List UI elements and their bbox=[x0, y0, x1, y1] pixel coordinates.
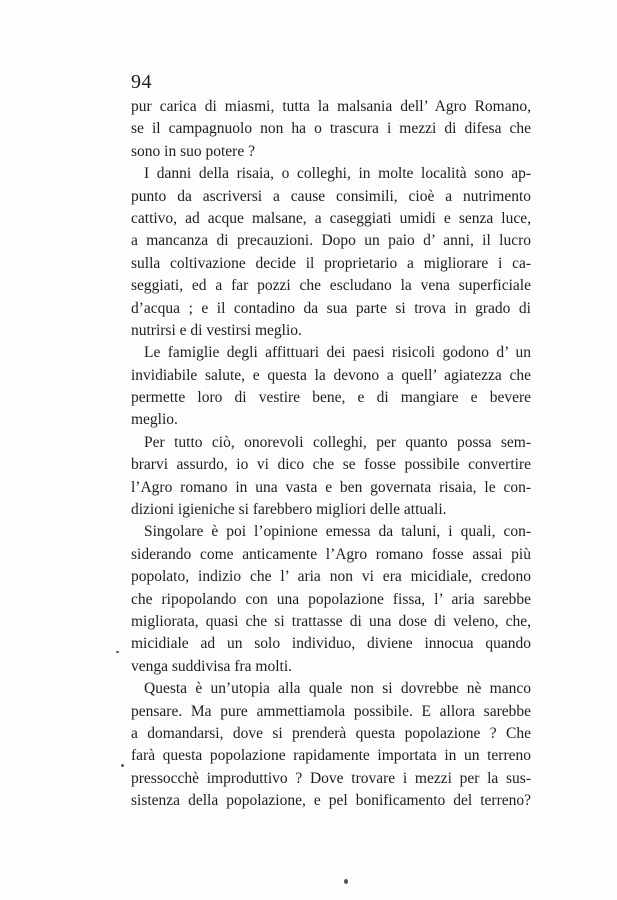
text-line: Per tutto ciò, onorevoli colleghi, per quanto possa sem- bbox=[144, 433, 531, 451]
ink-speck bbox=[344, 879, 348, 884]
text-line: a domandarsi, dove si prenderà questa popolazione ? Che bbox=[131, 724, 531, 742]
text-line: I danni della risaia, o colleghi, in molte località sono ap- bbox=[144, 165, 531, 183]
text-line: d’acqua ; e il contadino da sua parte si trova in grado di bbox=[131, 299, 531, 317]
text-line: che ripopolando con una popolazione fissa, l’ aria sarebbe bbox=[131, 590, 531, 608]
text-line: sono in suo potere ? bbox=[131, 142, 255, 160]
text-line: venga suddivisa fra molti. bbox=[131, 657, 292, 675]
text-line: seggiati, ed a far pozzi che escludano la vena superficiale bbox=[131, 277, 531, 295]
text-line: pur carica di miasmi, tutta la malsania dell’ Agro Romano, bbox=[131, 98, 531, 115]
ink-speck bbox=[121, 764, 124, 767]
text-line: punto da ascriversi a cause consimili, cioè a nutrimento bbox=[131, 187, 531, 205]
text-line: nutrirsi e di vestirsi meglio. bbox=[131, 321, 302, 339]
text-line: sistenza della popolazione, e pel bonificamento del terreno? bbox=[131, 792, 531, 810]
text-line: siderando come anticamente l’Agro romano fosse assai più bbox=[131, 545, 531, 563]
page-number: 94 bbox=[131, 71, 152, 93]
text-line: pressocchè improduttivo ? Dove trovare i mezzi per la sus- bbox=[131, 769, 531, 787]
text-line: l’Agro romano in una vasta e ben governata risaia, le con- bbox=[131, 478, 531, 496]
text-line: invidiabile salute, e questa la devono a quell’ agiatezza che bbox=[131, 366, 531, 384]
text-line: popolato, indizio che l’ aria non vi era micidiale, credono bbox=[131, 568, 531, 586]
text-line: micidiale ad un solo individuo, diviene innocua quando bbox=[131, 635, 531, 653]
text-line: se il campagnuolo non ha o trascura i mezzi di difesa che bbox=[131, 120, 531, 138]
text-line: pensare. Ma pure ammettiamola possibile. E allora sarebbe bbox=[131, 702, 531, 720]
text-line: migliorata, quasi che si trattasse di una dose di veleno, che, bbox=[131, 612, 531, 630]
text-line: Singolare è poi l’opinione emessa da taluni, i quali, con- bbox=[144, 523, 531, 541]
text-line: Questa è un’utopia alla quale non si dovrebbe nè manco bbox=[144, 680, 531, 698]
ink-speck bbox=[116, 651, 119, 653]
body-text bbox=[131, 96, 531, 813]
text-line: a mancanza di precauzioni. Dopo un paio d’ anni, il lucro bbox=[131, 232, 531, 250]
text-line: sulla coltivazione decide il proprietario a migliorare i ca- bbox=[131, 254, 531, 272]
text-line: farà questa popolazione rapidamente importata in un terreno bbox=[131, 747, 531, 765]
text-line: brarvi assurdo, io vi dico che se fosse possibile convertire bbox=[131, 456, 531, 474]
text-line: Le famiglie degli affittuari dei paesi risicoli godono d’ un bbox=[144, 344, 531, 362]
text-line: cattivo, ad acque malsane, a caseggiati umidi e senza luce, bbox=[131, 209, 531, 227]
text-line: permette loro di vestire bene, e di mangiare e bevere bbox=[131, 389, 531, 407]
text-line: dizioni igieniche si farebbero migliori delle attuali. bbox=[131, 501, 447, 519]
text-line: meglio. bbox=[131, 411, 178, 429]
